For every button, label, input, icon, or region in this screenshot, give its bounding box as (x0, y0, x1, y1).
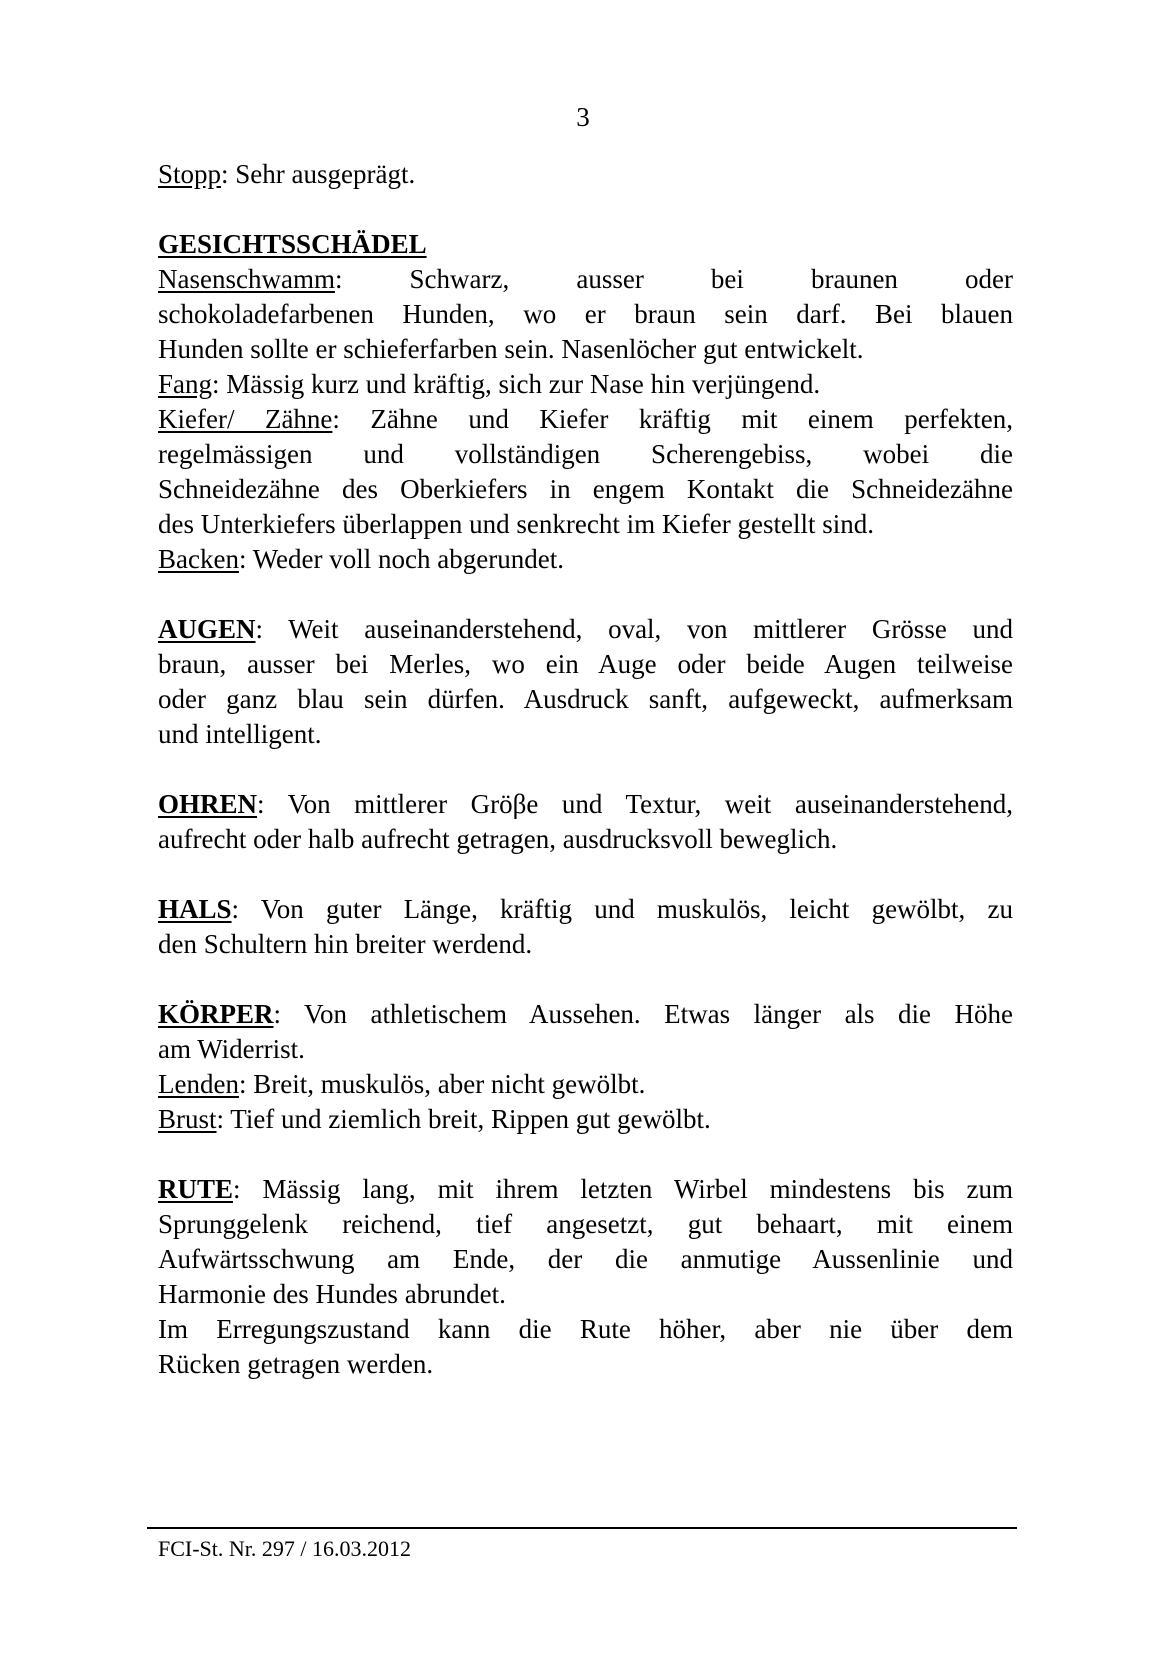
brust-text: : Tief und ziemlich breit, Rippen gut gewölbt. (216, 1104, 711, 1134)
nasenschwamm-line-3: Hunden sollte er schieferfarben sein. Nasenlöcher gut entwickelt. (158, 334, 864, 364)
stopp-paragraph (158, 157, 1013, 192)
rute-line-6: Rücken getragen werden. (158, 1349, 434, 1379)
koerper-heading: KÖRPER (158, 999, 274, 1029)
kiefer-text-1: : Zähne und Kiefer kräftig mit einem perfekten, (332, 404, 1013, 434)
rute-line-5: Im Erregungszustand kann die Rute höher, aber nie über dem (158, 1314, 1013, 1344)
footer-divider (147, 1527, 1017, 1529)
augen-line-4: und intelligent. (158, 719, 322, 749)
paragraph-gap (158, 1137, 1013, 1172)
brust-label: Brust (158, 1104, 217, 1134)
hals-line-1 (158, 892, 1013, 927)
koerper-line-1 (158, 997, 1013, 1032)
rute-line-4: Harmonie des Hundes abrundet. (158, 1279, 506, 1309)
nasenschwamm-line-1 (158, 262, 1013, 297)
kiefer-line-2: regelmässigen und vollständigen Scherengebiss, wobei die (158, 439, 1013, 469)
hals-text-1: : Von guter Länge, kräftig und muskulös, leicht gewölbt, zu (231, 894, 1013, 924)
rute-text-1: : Mässig lang, mit ihrem letzten Wirbel mindestens bis zum (233, 1174, 1013, 1204)
koerper-text-1: : Von athletischem Aussehen. Etwas länger als die Höhe (273, 999, 1013, 1029)
augen-line-2: braun, ausser bei Merles, wo ein Auge oder beide Augen teilweise (158, 649, 1013, 679)
ohren-text-1: : Von mittlerer Gröβe und Textur, weit auseinanderstehend, (257, 789, 1013, 819)
augen-text-1: : Weit auseinanderstehend, oval, von mittlerer Grösse und (255, 614, 1013, 644)
kiefer-line-3: Schneidezähne des Oberkiefers in engem Kontakt die Schneidezähne (158, 474, 1013, 504)
footer-standard-number: FCI-St. Nr. 297 / 16.03.2012 (158, 1536, 412, 1561)
stopp-text: : Sehr ausgeprägt. (221, 159, 416, 189)
nasenschwamm-label: Nasenschwamm (158, 264, 335, 294)
koerper-line-2: am Widerrist. (158, 1034, 305, 1064)
kiefer-line-4: des Unterkiefers überlappen und senkrecht im Kiefer gestellt sind. (158, 509, 875, 539)
hals-line-2: den Schultern hin breiter werdend. (158, 929, 533, 959)
kiefer-label: Kiefer/ Zähne (158, 404, 333, 434)
paragraph-gap (158, 857, 1013, 892)
paragraph-gap (158, 577, 1013, 612)
paragraph-gap (158, 752, 1013, 787)
document-body (158, 157, 1013, 1382)
kiefer-line-1 (158, 402, 1013, 437)
backen-text: : Weder voll noch abgerundet. (238, 544, 564, 574)
paragraph-gap (158, 962, 1013, 997)
hals-heading: HALS (158, 894, 232, 924)
backen-paragraph (158, 542, 1013, 577)
ohren-heading: OHREN (158, 789, 258, 819)
gesichtsschaedel-heading-line (158, 227, 1013, 262)
lenden-label: Lenden (158, 1069, 239, 1099)
rute-line-3: Aufwärtsschwung am Ende, der die anmutige Aussenlinie und (158, 1244, 1013, 1274)
lenden-text: : Breit, muskulös, aber nicht gewölbt. (238, 1069, 646, 1099)
backen-label: Backen (158, 544, 239, 574)
brust-paragraph (158, 1102, 1013, 1137)
lenden-paragraph (158, 1067, 1013, 1102)
augen-line-3: oder ganz blau sein dürfen. Ausdruck sanft, aufgeweckt, aufmerksam (158, 684, 1013, 714)
nasenschwamm-line-2: schokoladefarbenen Hunden, wo er braun sein darf. Bei blauen (158, 299, 1013, 329)
augen-line-1 (158, 612, 1013, 647)
rute-line-2: Sprunggelenk reichend, tief angesetzt, gut behaart, mit einem (158, 1209, 1013, 1239)
page-number: 3 (576, 102, 590, 132)
paragraph-gap (158, 192, 1013, 227)
rute-line-1 (158, 1172, 1013, 1207)
stopp-label: Stopp (158, 159, 222, 189)
nasenschwamm-text-1: : Schwarz, ausser bei braunen oder (334, 264, 1013, 294)
fang-text: : Mässig kurz und kräftig, sich zur Nase hin verjüngend. (212, 369, 821, 399)
gesichtsschaedel-heading: GESICHTSSCHÄDEL (158, 229, 427, 259)
fang-label: Fang (158, 369, 212, 399)
ohren-line-1 (158, 787, 1013, 822)
ohren-line-2: aufrecht oder halb aufrecht getragen, ausdrucksvoll beweglich. (158, 824, 838, 854)
rute-heading: RUTE (158, 1174, 234, 1204)
fang-paragraph (158, 367, 1013, 402)
augen-heading: AUGEN (158, 614, 256, 644)
